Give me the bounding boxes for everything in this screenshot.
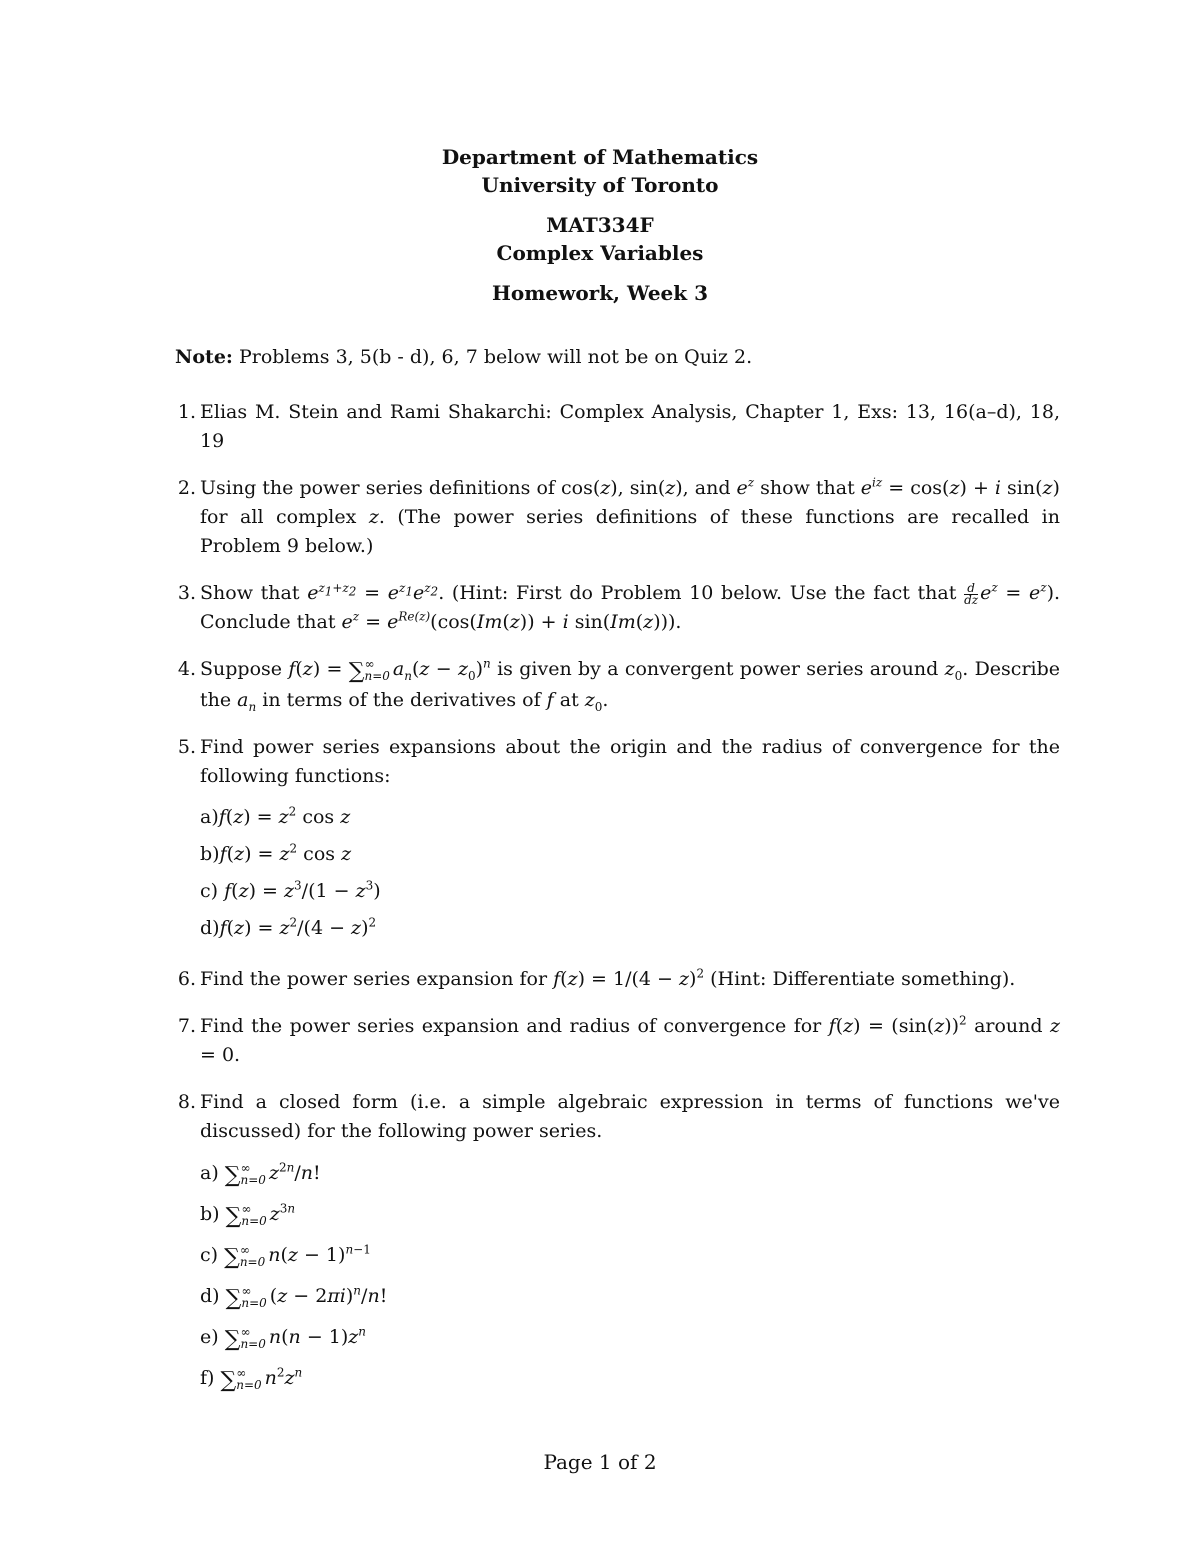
problem-8 — [168, 1088, 1060, 1400]
problem-number: 2. — [177, 477, 196, 499]
problem-number: 8. — [177, 1091, 196, 1113]
subpart-b: b) ∑ ∞ n=0 $z^{3n}$ — [200, 1201, 296, 1229]
problem-text: Find power series expansions about the origin and the radius of convergence for the following functions: — [200, 736, 1060, 787]
note-label: Note: — [175, 346, 233, 368]
problem-1 — [168, 398, 1060, 456]
subpart-list — [200, 799, 1060, 947]
problem-text: Find a closed form (i.e. a simple algebraic expression in terms of functions we've discussed) for the following power series. — [200, 1091, 1060, 1142]
note-paragraph — [175, 343, 1075, 371]
subpart-c: c) $f(z) = z^3/(1 - z^3)$ — [200, 878, 381, 902]
subpart-a: $a)f(z) = z^2$ cos z — [200, 804, 351, 828]
subpart-list — [200, 1154, 1060, 1400]
document-header — [0, 143, 1200, 307]
problem-text: Suppose f(z) = ∑ ∞ n=0 $a_n(z - z_0)^n$ is given by a convergent power series around $z_0$. Describe the $a_n$ in terms of the derivatives of f at $z_0$. — [200, 656, 1061, 714]
problem-number: 1. — [177, 401, 196, 423]
problem-text: Using the power series definitions of cos(z), sin(z), and $e^z$ show that $e^{iz} = \cos(z) + i$ sin(z) for all complex z. (The power series definitions of these functions are recalled in Problem 9 below.) — [200, 475, 1060, 557]
problem-text: Find the power series expansion for $f(z) = 1/(4 - z)^2$ (Hint: Differentiate something). — [200, 966, 1016, 990]
problem-4 — [168, 655, 1060, 715]
problem-number: 7. — [177, 1015, 196, 1037]
problem-2 — [168, 474, 1060, 561]
assignment-title: Homework, Week 3 — [491, 281, 708, 305]
problem-text: Find the power series expansion and radius of convergence for $f(z) = (\sin(z))^2$ around z = 0. — [200, 1013, 1060, 1066]
problem-5 — [168, 733, 1060, 947]
subpart-d: $d)f(z) = z^2/(4 - z)^2$ — [200, 915, 377, 939]
course-name: Complex Variables — [496, 241, 704, 265]
problem-number: 6. — [177, 968, 196, 990]
subpart-b: $b)f(z) = z^2$ cos z — [200, 841, 352, 865]
subpart-e: e) ∑ ∞ n=0 $n(n - 1)z^n$ — [200, 1324, 367, 1352]
problem-number: 4. — [177, 658, 196, 680]
department-title: Department of Mathematics — [441, 145, 759, 169]
problem-text: Show that $e^{z_1+z_2} = e^{z_1}e^{z_2}$. (Hint: First do Problem 10 below. Use the fact that $\frac{d}{dz}$ $e^z = e^z$). Conclude that $e^z = e^{Re(z)}(\cos(Im(z)) + i$ sin(Im(z))). — [200, 580, 1061, 633]
subpart-d: d) ∑ ∞ n=0 $(z - 2\pi i)^n/n$! — [200, 1283, 388, 1311]
problem-number: 5. — [177, 736, 196, 758]
problem-list — [168, 398, 1060, 1418]
page-number: Page 1 of 2 — [543, 1450, 657, 1474]
problem-6 — [168, 965, 1060, 994]
subpart-a: a) ∑ ∞ n=0 $z^{2n}/n$! — [200, 1160, 321, 1188]
subpart-f: f) ∑ ∞ n=0 $n^2z^n$ — [200, 1365, 303, 1393]
problem-text: Elias M. Stein and Rami Shakarchi: Complex Analysis, Chapter 1, Exs: 13, 16(a–d), 18, 19 — [200, 401, 1060, 452]
problem-number: 3. — [177, 582, 196, 604]
subpart-c: c) ∑ ∞ n=0 $n(z - 1)^{n-1}$ — [200, 1242, 371, 1270]
problem-7 — [168, 1012, 1060, 1070]
note-text: Problems 3, 5(b - d), 6, 7 below will not be on Quiz 2. — [238, 346, 753, 368]
problem-3 — [168, 579, 1060, 637]
page-footer — [0, 1450, 1200, 1474]
university-title: University of Toronto — [481, 173, 719, 197]
derivative-fraction: $\frac{d}{dz}$ — [964, 580, 979, 607]
course-code: MAT334F — [546, 213, 654, 237]
